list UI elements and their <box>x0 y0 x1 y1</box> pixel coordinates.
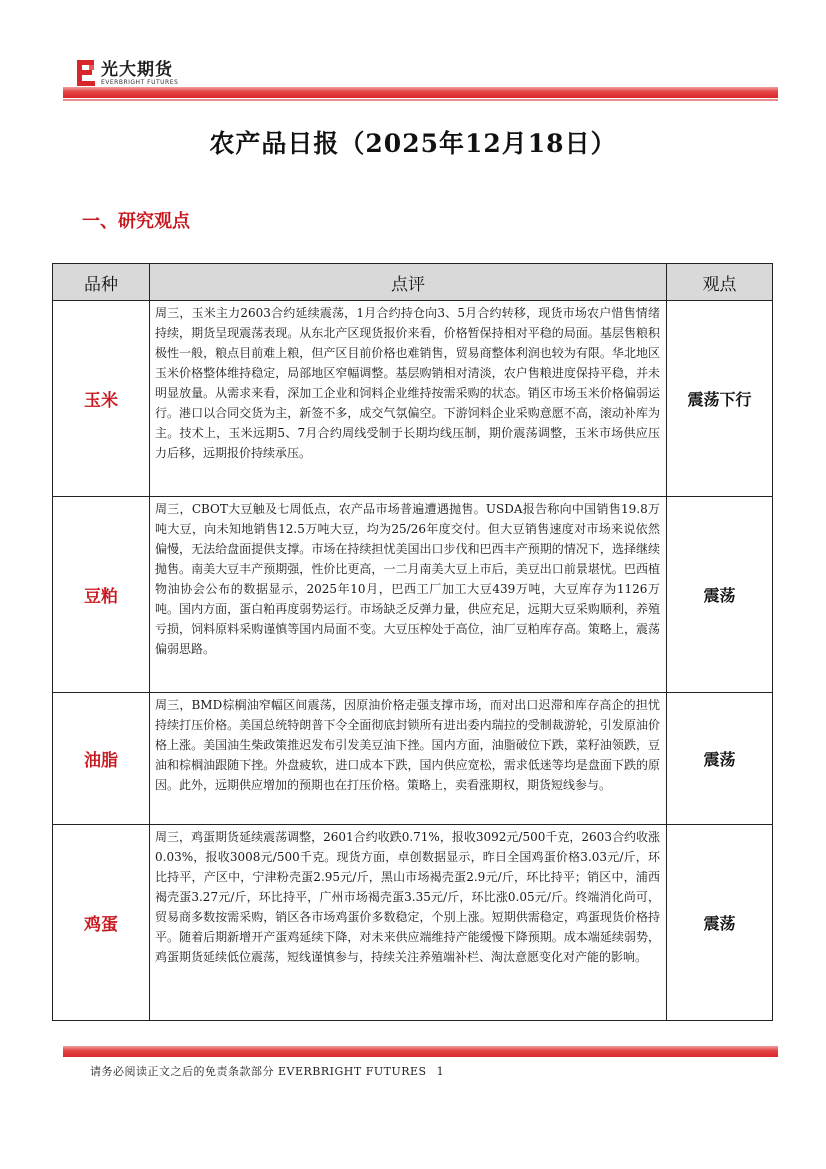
comment-eggs: 周三，鸡蛋期货延续震荡调整，2601合约收跌0.71%，报收3092元/500千克，2603合约收涨0.03%，报收3008元/500千克。现货方面，卓创数据显示，昨日全国鸡蛋价格3.03元/斤，环比持平，产区中，宁津粉壳蛋2.95元/斤，黑山市场褐壳蛋2.9元/斤，环比持平；销区中，浦西褐壳蛋3.27元/斤，环比持平，广州市场褐壳蛋3.35元/斤，环比涨0.05元/斤。终端消化尚可，贸易商多数按需采购，销区各市场鸡蛋价多数稳定，个别上涨。短期供需稳定，鸡蛋现货价格持平。随着后期新增开产蛋鸡延续下降，对未来供应端维持产能缓慢下降预期。成本端延续弱势，鸡蛋期货延续低位震荡，短线谨慎参与，持续关注养殖端补栏、淘汰意愿变化对产能的影响。 <box>150 825 667 1021</box>
comment-oils: 周三，BMD棕榈油窄幅区间震荡，因原油价格走强支撑市场，而对出口迟滞和库存高企的担忧持续打压价格。美国总统特朗普下令全面彻底封锁所有进出委内瑞拉的受制裁游轮，引发原油价格上涨。美国油生柴政策推迟发布引发美豆油下挫。国内方面，油脂破位下跌，菜籽油领跌，豆油和棕榈油跟随下挫。外盘疲软，进口成本下跌，国内供应宽松，需求低迷等均是盘面下跌的原因。此外，远期供应增加的预期也在打压价格。策略上，卖看涨期权，期货短线参与。 <box>150 693 667 825</box>
footer-disclaimer: 请务必阅读正文之后的免责条款部分 EVERBRIGHT FUTURES <box>90 1065 427 1078</box>
view-eggs: 震荡 <box>667 825 773 1021</box>
header-variety: 品种 <box>53 264 150 301</box>
header-red-bar <box>63 87 778 98</box>
table-header-row <box>53 264 773 301</box>
logo-mark-icon <box>75 58 97 90</box>
variety-eggs: 鸡蛋 <box>53 825 150 1021</box>
header-view: 观点 <box>667 264 773 301</box>
footer <box>90 1063 444 1079</box>
table-row-soymeal <box>53 497 773 693</box>
report-title: 农产品日报（2025年12月18日） <box>209 129 617 158</box>
variety-oils: 油脂 <box>53 693 150 825</box>
view-soymeal: 震荡 <box>667 497 773 693</box>
footer-red-bar <box>63 1046 778 1057</box>
header-red-line <box>63 99 778 101</box>
table-row-eggs <box>53 825 773 1021</box>
view-oils: 震荡 <box>667 693 773 825</box>
research-views-table <box>52 263 773 1021</box>
page-number: 1 <box>436 1065 445 1078</box>
logo-english-name: EVERBRIGHT FUTURES <box>101 79 179 86</box>
view-corn: 震荡下行 <box>667 301 773 497</box>
comment-soymeal: 周三，CBOT大豆触及七周低点，农产品市场普遍遭遇抛售。USDA报告称向中国销售19.8万吨大豆，向未知地销售12.5万吨大豆，均为25/26年度交付。但大豆销售速度对市场来说依然偏慢，无法给盘面提供支撑。市场在持续担忧美国出口步伐和巴西丰产预期的情况下，选择继续抛售。南美大豆丰产预期强，性价比更高，一二月南美大豆上市后，美豆出口前景堪忧。巴西植物油协会公布的数据显示，2025年10月，巴西工厂加工大豆439万吨，大豆库存为1126万吨。国内方面，蛋白粕再度弱势运行。市场缺乏反弹力量，供应充足，远期大豆采购顺利，养殖亏损，饲料原料采购谨慎等国内局面不变。大豆压榨处于高位，油厂豆粕库存高。策略上，震荡偏弱思路。 <box>150 497 667 693</box>
variety-corn: 玉米 <box>53 301 150 497</box>
logo-chinese-name: 光大期货 <box>101 60 173 80</box>
variety-soymeal: 豆粕 <box>53 497 150 693</box>
header-comment: 点评 <box>150 264 667 301</box>
section-heading: 一、研究观点 <box>82 211 190 232</box>
table-row-oils <box>53 693 773 825</box>
company-logo <box>75 58 178 90</box>
comment-corn: 周三，玉米主力2603合约延续震荡，1月合约持仓向3、5月合约转移，现货市场农户惜售情绪持续，期货呈现震荡表现。从东北产区现货报价来看，价格暂保持相对平稳的局面。基层售粮积极性一般，粮点目前难上粮，但产区目前价格也难销售，贸易商整体利润也较为有限。华北地区玉米价格整体维持稳定，局部地区窄幅调整。基层购销相对清淡，农户售粮进度保持平稳，并未明显放量。从需求来看，深加工企业和饲料企业维持按需采购的状态。销区市场玉米价格偏弱运行。港口以合同交货为主，新签不多，成交气氛偏空。下游饲料企业采购意愿不高，滚动补库为主。技术上，玉米远期5、7月合约周线受制于长期均线压制，期价震荡调整，玉米市场供应压力后移，远期报价持续承压。 <box>150 301 667 497</box>
table-row-corn <box>53 301 773 497</box>
